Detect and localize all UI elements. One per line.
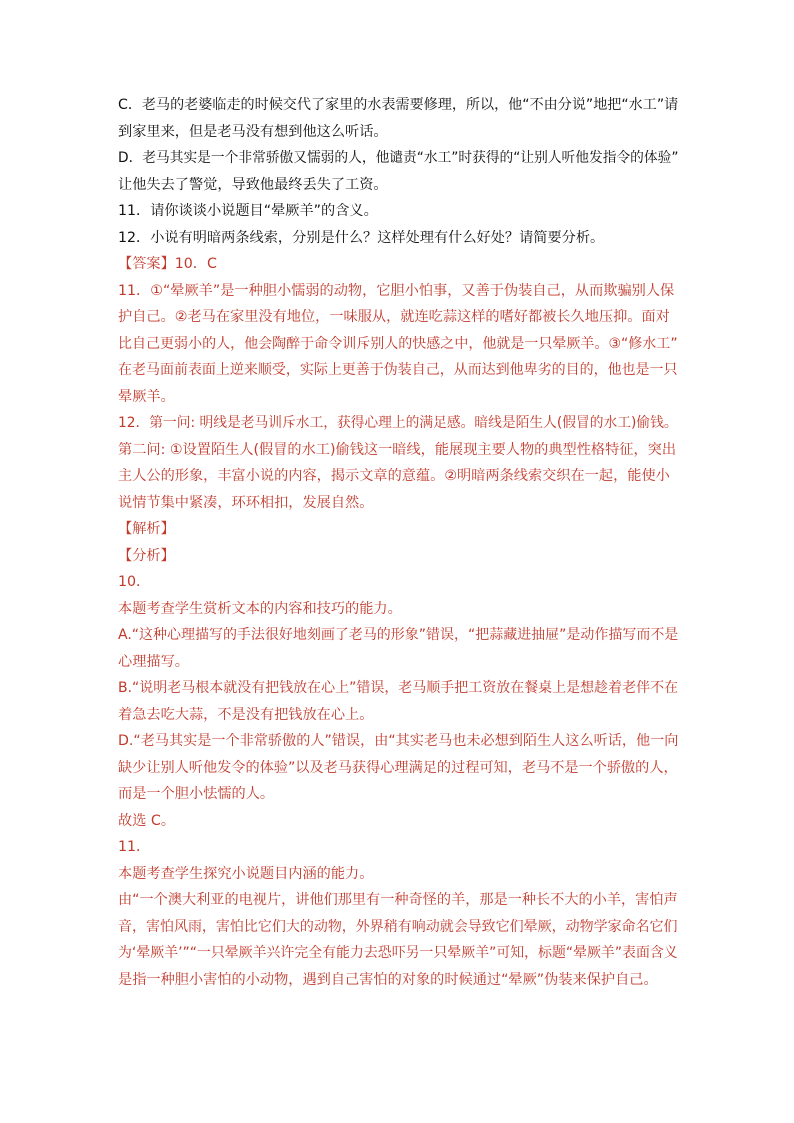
analysis-subheading: 【分析】 bbox=[118, 547, 175, 564]
text-line: A.“这种心理描写的手法很好地刻画了老马的形象”错误，“把蒜藏进抽屉”是动作描写而不是 bbox=[118, 627, 679, 643]
text-line: 缺少让别人听他发令的体验”以及老马获得心理满足的过程可知，老马不是一个骄傲的人， bbox=[118, 759, 678, 776]
question-number: 11． bbox=[118, 839, 151, 855]
text-line: 12．小说有明暗两条线索，分别是什么？这样处理有什么好处？请简要分析。 bbox=[118, 229, 605, 246]
text-line: 本题考查学生探究小说题目内涵的能力。 bbox=[118, 865, 374, 882]
text-line: 11．请你谈谈小说题目“晕厥羊”的含义。 bbox=[118, 203, 378, 219]
text-line: 比自己更弱小的人，他会陶醉于命令训斥别人的快感之中，他就是一只晕厥羊。③“修水工” bbox=[118, 335, 678, 352]
text-line: 为‘晕厥羊’”“一只晕厥羊兴许完全有能力去恐吓另一只晕厥羊”可知，标题“晕厥羊”表面含义 bbox=[118, 945, 678, 961]
text-line: 由“一个澳大利亚的电视片，讲他们那里有一种奇怪的羊，那是一种长不大的小羊，害怕声 bbox=[118, 892, 678, 908]
text-line: 着急去吃大蒜，不是没有把钱放在心上。 bbox=[118, 706, 374, 723]
text-line: 12．第一问: 明线是老马训斥水工，获得心理上的满足感。暗线是陌生人(假冒的水工)偷钱。 bbox=[118, 415, 678, 431]
text-line: 护自己。②老马在家里没有地位，一味服从，就连吃蒜这样的嗜好都被长久地压抑。面对 bbox=[118, 309, 670, 325]
text-line: 到家里来，但是老马没有想到他这么听话。 bbox=[118, 123, 388, 140]
text-line: 主人公的形象，丰富小说的内容，揭示文章的意蕴。②明暗两条线索交织在一起，能使小 bbox=[118, 468, 670, 484]
text-line: 故选 C。 bbox=[118, 812, 175, 829]
text-line: 是指一种胆小害怕的小动物，遇到自己害怕的对象的时候通过“晕厥”伪装来保护自己。 bbox=[118, 971, 658, 988]
text-line: 音，害怕风雨，害怕比它们大的动物，外界稍有响动就会导致它们晕厥，动物学家命名它们 bbox=[118, 918, 678, 935]
text-line: D．老马其实是一个非常骄傲又懦弱的人，他谴责“水工”时获得的“让别人听他发指令的体验” bbox=[118, 150, 679, 166]
text-line: 第二问: ①设置陌生人(假冒的水工)偷钱这一暗线，能展现主要人物的典型性格特征，突出 bbox=[118, 441, 677, 458]
text-line: 本题考查学生赏析文本的内容和技巧的能力。 bbox=[118, 600, 402, 617]
text-line: C．老马的老婆临走的时候交代了家里的水表需要修理，所以，他“不由分说”地把“水工”请 bbox=[118, 97, 679, 113]
question-number: 10． bbox=[118, 574, 151, 590]
text-line: 心理描写。 bbox=[118, 653, 189, 670]
analysis-heading: 【解析】 bbox=[118, 521, 175, 537]
text-line: D.“老马其实是一个非常骄傲的人”错误，由“其实老马也未必想到陌生人这么听话，他一向 bbox=[118, 733, 679, 749]
answer-heading: 【答案】10．C bbox=[118, 256, 217, 272]
text-line: 在老马面前表面上逆来顺受，实际上更善于伪装自己，从而达到他卑劣的目的，他也是一只 bbox=[118, 362, 678, 378]
text-line: 让他失去了警觉，导致他最终丢失了工资。 bbox=[118, 176, 388, 193]
document-body bbox=[118, 92, 678, 993]
text-line: 晕厥羊。 bbox=[118, 388, 175, 405]
text-line: 11．①“晕厥羊”是一种胆小懦弱的动物，它胆小怕事，又善于伪装自己，从而欺骗别人保 bbox=[118, 282, 675, 299]
text-line: 而是一个胆小怯懦的人。 bbox=[118, 786, 275, 802]
text-line: B.“说明老马根本就没有把钱放在心上”错误，老马顺手把工资放在餐桌上是想趁着老伴不在 bbox=[118, 680, 679, 696]
text-line: 说情节集中紧凑，环环相扣，发展自然。 bbox=[118, 494, 374, 511]
